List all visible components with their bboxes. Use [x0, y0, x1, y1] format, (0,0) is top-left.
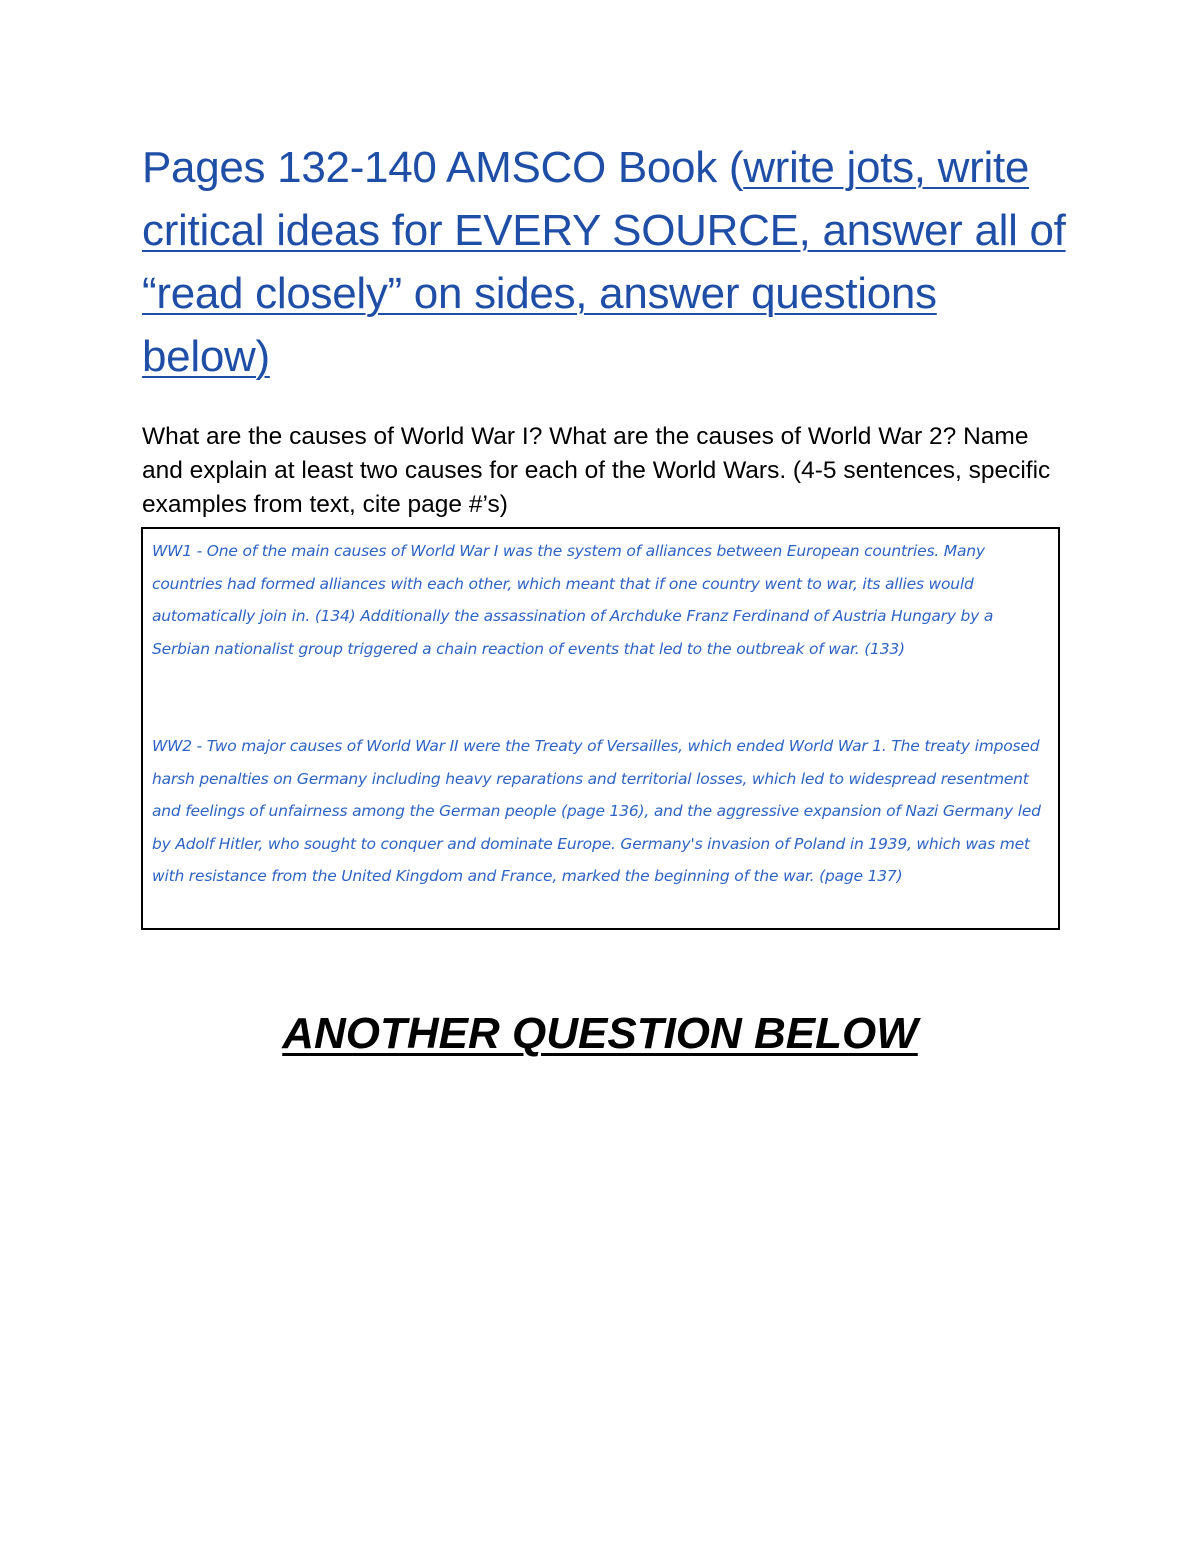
- answer-ww2: WW2 - Two major causes of World War II were the Treaty of Versailles, which ended World War 1. The treaty imposed harsh penalties on Germany including heavy reparations and territorial losses, which led to widespread resentment and feelings of unfairness among the German people (page 136), and the aggressive expansion of Nazi Germany led by Adolf Hitler, who sought to conquer and dominate Europe. Germany's invasion of Poland in 1939, which was met with resistance from the United Kingdom and France, marked the beginning of the war. (page 137): [152, 737, 1041, 885]
- instructions-link[interactable]: write jots, write critical ideas for EVERY SOURCE, answer all of “read closely” on sides, answer questions below): [142, 143, 1066, 381]
- answer-ww1: WW1 - One of the main causes of World War I was the system of alliances between European countries. Many countries had formed alliances with each other, which meant that if one country went to war, its allies would automatically join in. (134) Additionally the assassination of Archduke Franz Ferdinand of Austria Hungary by a Serbian nationalist group triggered a chain reaction of events that led to the outbreak of war. (133): [152, 542, 994, 658]
- question-prompt: What are the causes of World War I? What are the causes of World War 2? Name and explain at least two causes for each of the World Wars. (4-5 sentences, specific examples from text, cite page #’s): [142, 423, 1051, 518]
- answer-box[interactable]: [141, 527, 1060, 930]
- page-heading: [142, 136, 1072, 388]
- heading-prefix: Pages 132-140 AMSCO Book (: [142, 143, 744, 192]
- another-question-heading: ANOTHER QUESTION BELOW: [282, 1009, 918, 1058]
